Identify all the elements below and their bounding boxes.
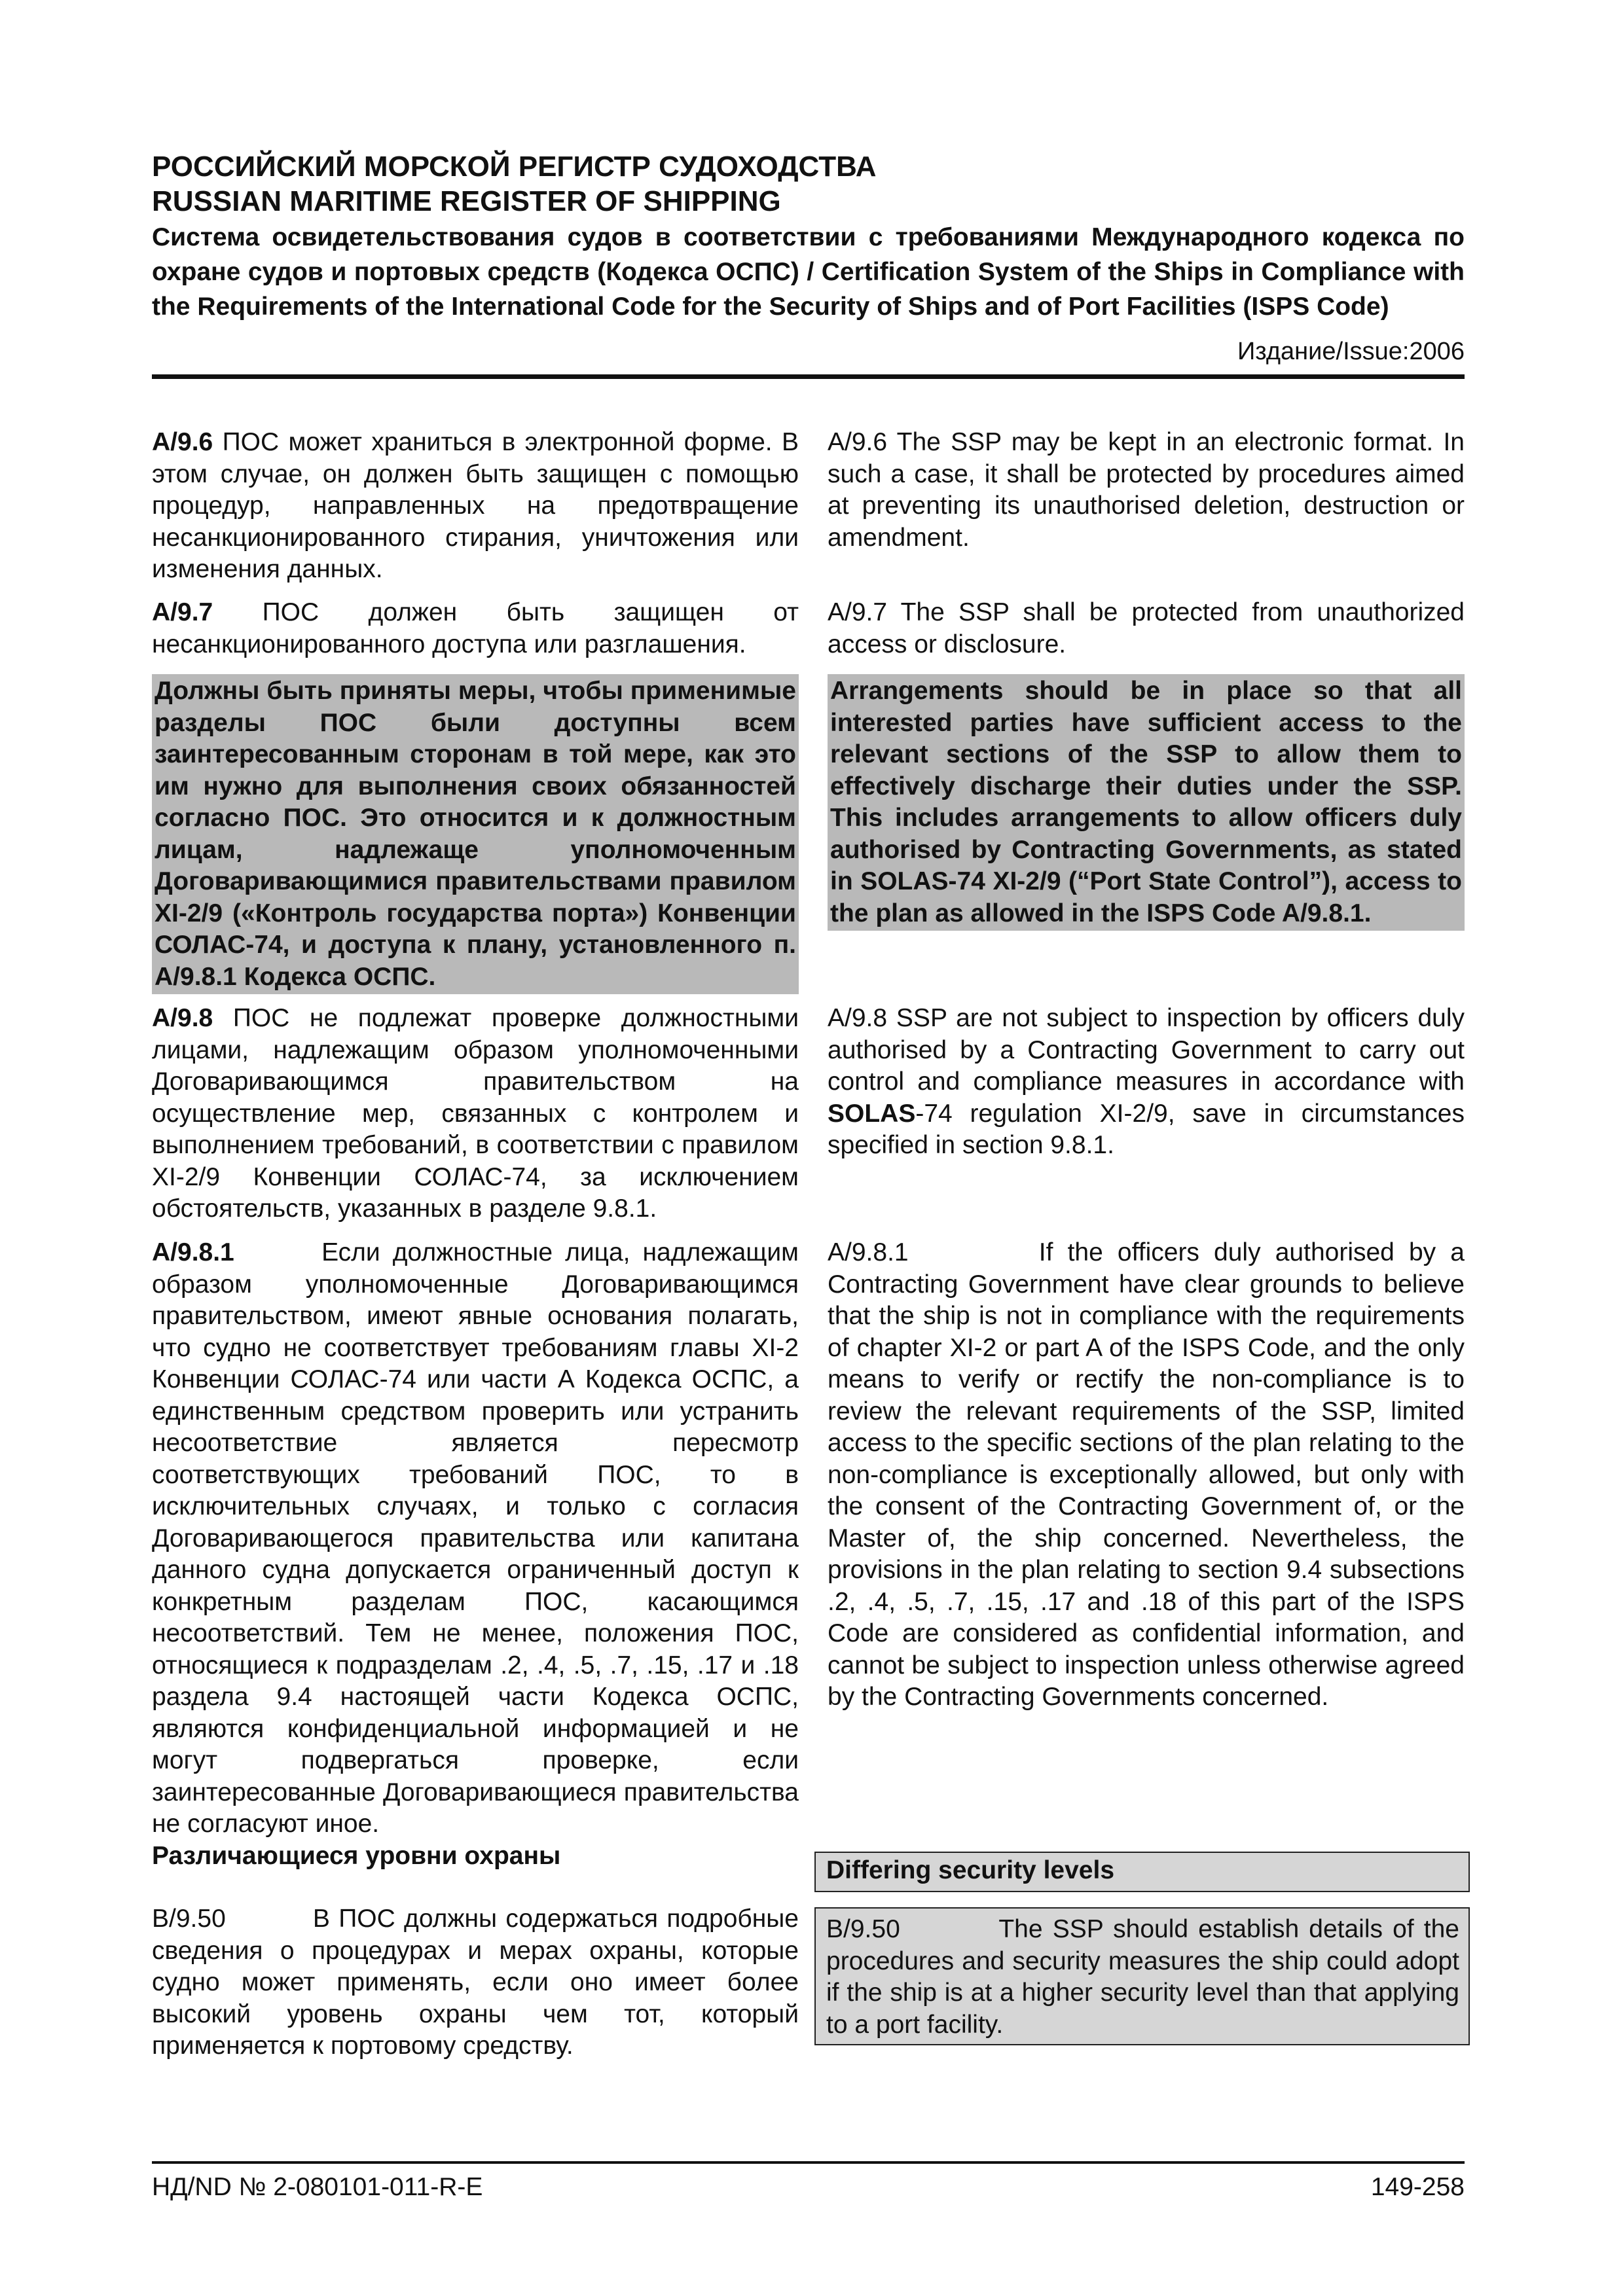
para-text: ПОС должен быть защищен от несанкционированного доступа или разглашения. bbox=[152, 598, 799, 658]
footer-divider bbox=[152, 2161, 1465, 2164]
para-number: А/9.6 bbox=[152, 428, 213, 456]
para-text: The SSP may be kept in an electronic format. In such a case, it shall be protected by procedures aimed at preventing its unauthorised deletion, destruction or amendment. bbox=[828, 428, 1465, 552]
section-title: Differing security levels bbox=[826, 1856, 1115, 1884]
en-para-a-9-8 bbox=[828, 1003, 1465, 1162]
page-number: 149-258 bbox=[1370, 2173, 1465, 2201]
para-text: ПОС может храниться в электронной форме. В этом случае, он должен быть защищен с помощью процедур, направленных на предотвращение несанкционированного стирания, уничтожения или изменения данных. bbox=[152, 428, 799, 583]
page-header bbox=[152, 149, 1465, 365]
en-section-title-box bbox=[814, 1852, 1470, 1892]
para-number: A/9.8.1 bbox=[828, 1238, 909, 1266]
issue-label: Издание/Issue:2006 bbox=[1237, 338, 1465, 365]
system-title: Система освидетельствования судов в соответствии с требованиями Международного кодекса по охране судов и портовых средств (Кодекса ОСПС) / Certification System of the Ships in Compliance with the Requirements of the International Code for the Security of Ships and of Port Facilities (ISPS Code) bbox=[152, 223, 1465, 321]
organization-name-ru: РОССИЙСКИЙ МОРСКОЙ РЕГИСТР СУДОХОДСТВА bbox=[152, 151, 877, 183]
para-text: Если должностные лица, надлежащим образом уполномоченные Договаривающимся правительством, имеют явные основания полагать, что судно не соответствует требованиям главы XI-2 Конвенции СОЛАС-74 или части А Кодекса ОСПС, а единственным средством проверить или устранить несоответствие является пересмотр соответствующих требований ПОС, то в исключительных случаях, и только с согласия Договаривающегося правительства или капитана данного судна допускается ограниченный доступ к конкретным разделам ПОС, касающимся несоответствий. Тем не менее, положения ПОС, относящиеся к подразделам .2, .4, .5, .7, .15, .17 и .18 раздела 9.4 настоящей части Кодекса ОСПС, являются конфиденциальной информацией и не могут подвергаться проверке, если заинтересованные Договаривающиеся правительства не согласуют иное. bbox=[152, 1238, 799, 1838]
para-number: A/9.6 bbox=[828, 428, 888, 456]
en-para-highlighted bbox=[828, 674, 1465, 931]
para-number: B/9.50 bbox=[826, 1915, 900, 1943]
para-number: A/9.8 bbox=[828, 1004, 888, 1032]
para-text: The SSP shall be protected from unauthorized access or disclosure. bbox=[828, 598, 1465, 658]
en-para-a-9-6 bbox=[828, 427, 1465, 554]
para-text: Должны быть приняты меры, чтобы применимые разделы ПОС были доступны всем заинтересованным сторонам в той мере, как это им нужно для выполнения своих обязанностей согласно ПОС. Это относится и к должностным лицам, надлежаще уполномоченным Договаривающимися правительствами правилом XI-2/9 («Контроль государства порта») Конвенции СОЛАС-74, и доступа к плану, установленного п. А/9.8.1 Кодекса ОСПС. bbox=[152, 674, 799, 994]
para-number: А/9.8 bbox=[152, 1004, 213, 1032]
para-text: The SSP should establish details of the procedures and security measures the ship could adopt if the ship is at a higher security level than that applying to a port facility. bbox=[826, 1915, 1459, 2039]
para-number: A/9.7 bbox=[828, 598, 888, 626]
ru-para-highlighted bbox=[152, 674, 799, 994]
document-number: НД/ND № 2-080101-011-R-E bbox=[152, 2173, 483, 2201]
para-number: А/9.7 bbox=[152, 598, 213, 626]
organization-name-en: RUSSIAN MARITIME REGISTER OF SHIPPING bbox=[152, 185, 781, 217]
section-title: Различающиеся уровни охраны bbox=[152, 1842, 561, 1870]
en-para-b-9-50-box bbox=[814, 1907, 1470, 2045]
para-number: А/9.8.1 bbox=[152, 1238, 234, 1266]
ru-para-a-9-6 bbox=[152, 427, 799, 586]
ru-section-title bbox=[152, 1840, 799, 1873]
para-number: В/9.50 bbox=[152, 1905, 226, 1933]
en-para-a-9-7 bbox=[828, 597, 1465, 660]
ru-para-a-9-8-1 bbox=[152, 1237, 799, 1840]
header-divider bbox=[152, 374, 1465, 379]
ru-para-b-9-50 bbox=[152, 1903, 799, 2062]
para-text: If the officers duly authorised by a Contracting Government have clear grounds to believe that the ship is not in compliance with the requirements of chapter XI-2 or part A of the ISPS Code, and the only means to verify or rectify the non-compliance is to review the relevant requirements of the SSP, limited access to the specific sections of the plan relating to the non-compliance is exceptionally allowed, but only with the consent of the Contracting Government of, or the Master of, the ship concerned. Nevertheless, the provisions in the plan relating to section 9.4 subsections .2, .4, .5, .7, .15, .17 and .18 of this part of the ISPS Code are considered as confidential information, and cannot be subject to inspection unless otherwise agreed by the Contracting Governments concerned. bbox=[828, 1238, 1465, 1711]
para-text: В ПОС должны содержаться подробные сведения о процедурах и мерах охраны, которые судно может применять, если оно имеет более высокий уровень охраны чем тот, который применяется к портовому средству. bbox=[152, 1905, 799, 2060]
para-text: SSP are not subject to inspection by officers duly authorised by a Contracting Government to carry out control and compliance measures in accordance with bbox=[828, 1004, 1465, 1096]
para-text: ПОС не подлежат проверке должностными лицами, надлежащим образом уполномоченными Договаривающимся правительством на осуществление мер, связанных с контролем и выполнением требований, в соответствии с правилом XI-2/9 Конвенции СОЛАС-74, за исключением обстоятельств, указанных в разделе 9.8.1. bbox=[152, 1004, 799, 1223]
en-para-a-9-8-1 bbox=[828, 1237, 1465, 1713]
ru-para-a-9-8 bbox=[152, 1003, 799, 1225]
solas-bold: SOLAS bbox=[828, 1099, 916, 1128]
para-text-continued: -74 regulation XI-2/9, save in circumstances specified in section 9.8.1. bbox=[828, 1099, 1465, 1159]
ru-para-a-9-7 bbox=[152, 597, 799, 660]
para-text: Arrangements should be in place so that all interested parties have sufficient access to the relevant sections of the SSP to allow them to effectively discharge their duties under the SSP. This includes arrangements to allow officers duly authorised by Contracting Governments, as stated in SOLAS-74 XI-2/9 (“Port State Control”), access to the plan as allowed in the ISPS Code A/9.8.1. bbox=[828, 674, 1465, 931]
